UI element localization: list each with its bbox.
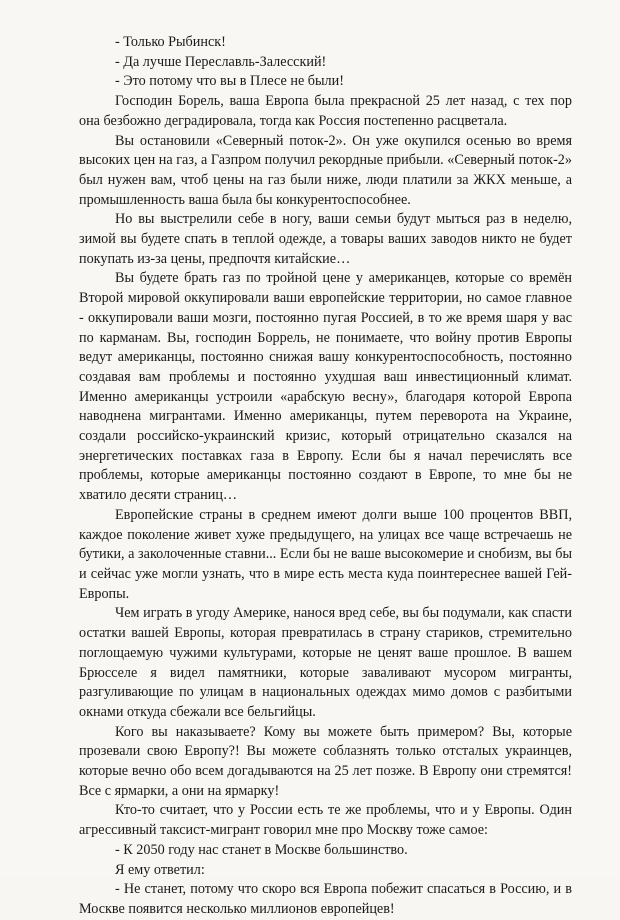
paragraph: Вы будете брать газ по тройной цене у американцев, которые со времён Второй мировой оккупировали ваши европейские территории, но самое главное - оккупировали ваши мозги, постоянно пугая Россией, в то же время шаря у вас по карманам. Вы, господин Боррель, не понимаете, что войну против Европы ведут американцы, постоянно снижая вашу конкурентоспособность, постоянно создавая вам проблемы и постоянно ухудшая ваш инвестиционный климат. Именно американцы устроили «арабскую весну», благодаря которой Европа наводнена мигрантами. Именно американцы, путем переворота на Украине, создали российско-украинский кризис, который отрицательно сказался на энергетических поставках газа в Европу. Если бы я начал перечислять все проблемы, которые американцы постоянно создают в Европе, то мне бы не хватило десяти страниц… — [79, 270, 572, 504]
paragraph: - Это потому что вы в Плесе не были! — [115, 73, 344, 90]
paragraph: Кто-то считает, что у России есть те же проблемы, что и у Европы. Один агрессивный таксист-мигрант говорил мне про Москву тоже самое: — [79, 802, 572, 839]
paragraph: - Не станет, потому что скоро вся Европа побежит спасаться в Россию, и в Москве появится несколько миллионов европейцев! — [79, 881, 572, 917]
document-body — [79, 33, 572, 920]
paragraph: Но вы выстрелили себе в ногу, ваши семьи будут мыться раз в неделю, зимой вы будете спать в теплой одежде, а товары ваших заводов никто не будет покупать из-за цены, предпочтя китайские… — [79, 211, 572, 267]
paragraph: Европейские страны в среднем имеют долги выше 100 процентов ВВП, каждое поколение живет хуже предыдущего, на улицах все чаще встречаешь не бутики, а заколоченные ставни... Если бы не ваше высокомерие и снобизм, вы бы и сейчас уже могли узнать, что в мире есть места куда поинтереснеe вашей Гей-Европы. — [79, 506, 572, 602]
paragraph: - К 2050 году нас станет в Москве большинство. — [115, 841, 408, 858]
paragraph: Кого вы наказываете? Кому вы можете быть примером? Вы, которые прозевали свою Европу?! Вы можете соблазнять только отсталых украинцев, которые вечно обо всем догадываются на 25 лет позже. В Европу они стремятся! Все с ярмарки, а они на ярмарку! — [79, 723, 572, 799]
paragraph: Чем играть в угоду Америке, нанося вред себе, вы бы подумали, как спасти остатки вашей Европы, которая превратилась в страну стариков, стремительно поглощаемую чужими культурами, которые не ценят ваше прошлое. В вашем Брюсселе я видел памятники, которые заваливают мусором мигранты, разгуливающие по улицам в национальных одеждах мимо домов с разбитыми окнами откуда сбежали все бельгийцы. — [79, 605, 572, 720]
paragraph: - Да лучше Переславль-Залесский! — [115, 53, 327, 70]
paragraph: Вы остановили «Северный поток-2». Он уже окупился осенью во время высоких цен на газ, а Газпром получил рекордные прибыли. «Северный поток-2» был нужен вам, чтоб цены на газ были ниже, люди платили за ЖКХ меньше, а промышленность ваша была бы конкурентоспособнее. — [79, 132, 572, 208]
paragraph: Я ему ответил: — [115, 861, 205, 878]
paragraph: Господин Борель, ваша Европа была прекрасной 25 лет назад, с тех пор она безбожно деградировала, тогда как Россия постепенно расцветала. — [79, 93, 572, 129]
paragraph: - Только Рыбинск! — [115, 34, 226, 50]
